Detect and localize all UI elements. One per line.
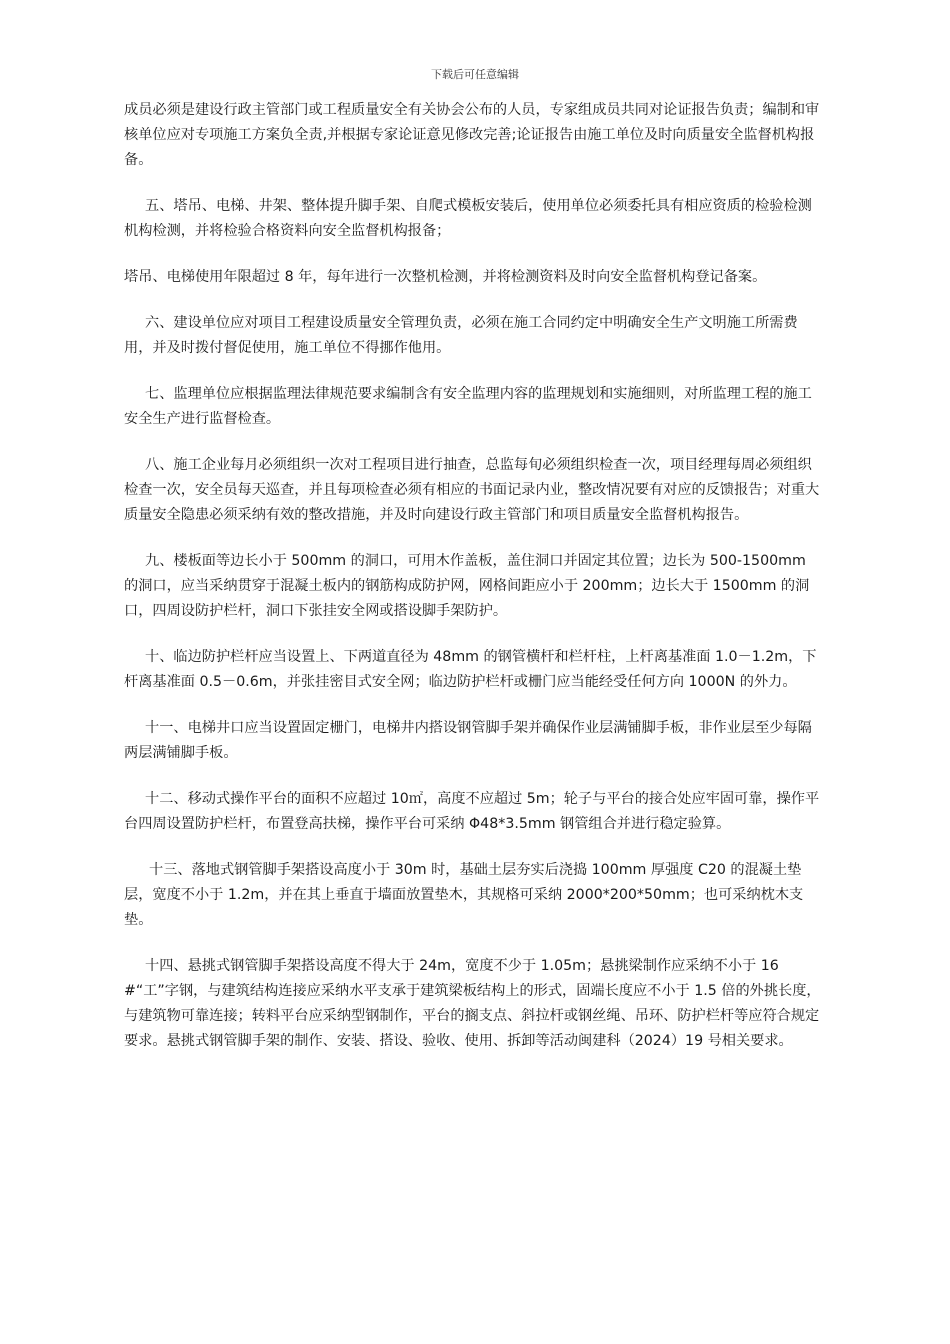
- paragraph-item-5: 五、塔吊、电梯、井架、整体提升脚手架、自爬式模板安装后，使用单位必须委托具有相应资质的检验检测机构检测，并将检验合格资料向安全监督机构报备；: [124, 198, 812, 239]
- paragraph-item-5-inspection: 塔吊、电梯使用年限超过 8 年，每年进行一次整机检测，并将检测资料及时向安全监督机构登记备案。: [124, 269, 767, 285]
- paragraph-item-7: 七、监理单位应根据监理法律规范要求编制含有安全监理内容的监理规划和实施细则，对所监理工程的施工安全生产进行监督检查。: [124, 386, 812, 427]
- paragraph-experts-report: 成员必须是建设行政主管部门或工程质量安全有关协会公布的人员，专家组成员共同对论证报告负责；编制和审核单位应对专项施工方案负全责,并根据专家论证意见修改完善;论证报告由施工单位及时向质量安全监督机构报备。: [124, 102, 820, 168]
- paragraph-item-10: 十、临边防护栏杆应当设置上、下两道直径为 48mm 的钢管横杆和栏杆柱，上杆离基准面 1.0－1.2m，下杆离基准面 0.5－0.6m，并张挂密目式安全网；临边防护栏杆或栅门应当能经受任何方向 1000N 的外力。: [124, 649, 817, 690]
- paragraph-item-8: 八、施工企业每月必须组织一次对工程项目进行抽查，总监每旬必须组织检查一次，项目经理每周必须组织检查一次，安全员每天巡查，并且每项检查必须有相应的书面记录内业，整改情况要有对应的反馈报告；对重大质量安全隐患必须采纳有效的整改措施，并及时向建设行政主管部门和项目质量安全监督机构报告。: [124, 457, 820, 523]
- page-header-note: 下载后可任意编辑: [431, 68, 519, 81]
- paragraph-item-14: 十四、悬挑式钢管脚手架搭设高度不得大于 24m，宽度不少于 1.05m；悬挑梁制作应采纳不小于 16#“工”字钢，与建筑结构连接应采纳水平支承于建筑梁板结构上的形式，固端长度应不小于 1.5 倍的外挑长度，与建筑物可靠连接；转料平台应采纳型钢制作，平台的搁支点、斜拉杆或钢丝绳、吊环、防护栏杆等应符合规定要求。悬挑式钢管脚手架的制作、安装、搭设、验收、使用、拆卸等活动闽建科（2024）19 号相关要求。: [124, 958, 821, 1049]
- paragraph-item-9: 九、楼板面等边长小于 500mm 的洞口，可用木作盖板，盖住洞口并固定其位置；边长为 500-1500mm 的洞口，应当采纳贯穿于混凝土板内的钢筋构成防护网，网格间距应小于 200mm；边长大于 1500mm 的洞口，四周设防护栏杆，洞口下张挂安全网或搭设脚手架防护。: [124, 553, 810, 619]
- document-body: [124, 98, 824, 1075]
- paragraph-item-13: 十三、落地式钢管脚手架搭设高度小于 30m 时，基础土层夯实后浇捣 100mm 厚强度 C20 的混凝土垫层，宽度不小于 1.2m，并在其上垂直于墙面放置垫木，其规格可采纳 2000*200*50mm；也可采纳枕木支垫。: [124, 862, 804, 928]
- paragraph-item-12: 十二、移动式操作平台的面积不应超过 10㎡，高度不应超过 5m；轮子与平台的接合处应牢固可靠，操作平台四周设置防护栏杆，布置登高扶梯，操作平台可采纳 Φ48*3.5mm 钢管组合并进行稳定验算。: [124, 791, 820, 832]
- paragraph-item-11: 十一、电梯井口应当设置固定栅门，电梯井内搭设钢管脚手架并确保作业层满铺脚手板，非作业层至少每隔两层满铺脚手板。: [124, 720, 812, 761]
- paragraph-item-6: 六、建设单位应对项目工程建设质量安全管理负责，必须在施工合同约定中明确安全生产文明施工所需费用，并及时拨付督促使用，施工单位不得挪作他用。: [124, 315, 798, 356]
